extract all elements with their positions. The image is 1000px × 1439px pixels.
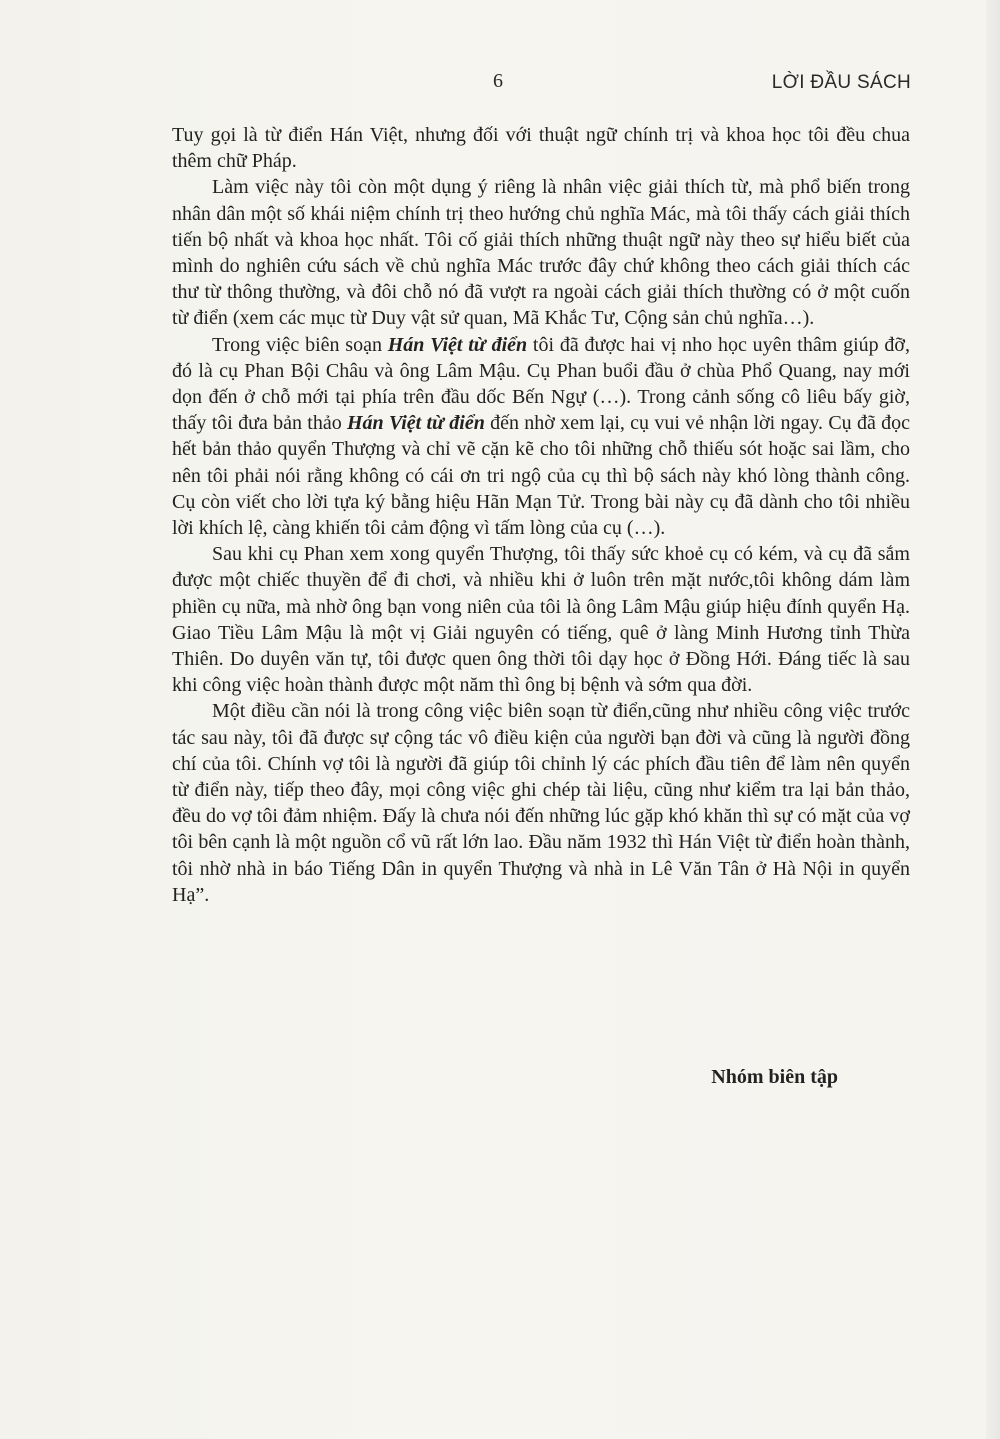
signature: Nhóm biên tập xyxy=(711,1066,838,1088)
paragraph-text: Trong việc biên soạn xyxy=(212,333,388,356)
paragraph: Một điều cần nói là trong công việc biên soạn từ điển,cũng như nhiều công việc trước tác sau này, tôi đã được sự cộng tác vô điều kiện của người bạn đời và cũng là người đồng chí của tôi. Chính vợ tôi là người đã giúp tôi chỉnh lý các phích đầu tiên để làm nên quyển từ điển này, tiếp theo đây, mọi công việc ghi chép tài liệu, cũng như kiểm tra lại bản thảo, đều do vợ tôi đảm nhiệm. Đấy là chưa nói đến những lúc gặp khó khăn thì sự có mặt của vợ tôi bên cạnh là một nguồn cổ vũ rất lớn lao. Đầu năm 1932 thì Hán Việt từ điển hoàn thành, tôi nhờ nhà in báo Tiếng Dân in quyển Thượng và nhà in Lê Văn Tân ở Hà Nội in quyển Hạ”. xyxy=(172,700,910,906)
book-title-emphasis: Hán Việt từ điển xyxy=(347,412,485,435)
paragraph xyxy=(172,332,910,542)
paragraph: Tuy gọi là từ điển Hán Việt, nhưng đối với thuật ngữ chính trị và khoa học tôi đều chua thêm chữ Pháp. xyxy=(172,124,910,173)
paragraph: Sau khi cụ Phan xem xong quyển Thượng, tôi thấy sức khoẻ cụ có kém, và cụ đã sắm được một chiếc thuyền để đi chơi, và nhiều khi ở luôn trên mặt nước,tôi không dám làm phiền cụ nữa, mà nhờ ông bạn vong niên của tôi là ông Lâm Mậu giúp hiệu đính quyển Hạ. Giao Tiều Lâm Mậu là một vị Giải nguyên có tiếng, quê ở làng Minh Hương tỉnh Thừa Thiên. Do duyên văn tự, tôi được quen ông thời tôi dạy học ở Đồng Hới. Đáng tiếc là sau khi công việc hoàn thành được một năm thì ông bị bệnh và sớm qua đời. xyxy=(172,543,910,697)
page-header xyxy=(0,70,1000,100)
paragraph-text: tôi đã được hai vị nho học uyên thâm giúp đỡ, đó là cụ Phan Bội Châu và ông Lâm Mậu. Cụ Phan buổi đầu ở chùa Phổ Quang, nay mới dọn đến ở chỗ mới tại phía trên đầu dốc Bến Ngự (…). Trong cảnh sống cô liêu bấy giờ, thấy tôi đưa bản thảo xyxy=(172,333,910,435)
body-text xyxy=(172,122,910,908)
page-number: 6 xyxy=(493,70,503,92)
running-title: LỜI ĐẦU SÁCH xyxy=(771,72,911,93)
paragraph: Làm việc này tôi còn một dụng ý riêng là nhân việc giải thích từ, mà phổ biến trong nhân dân một số khái niệm chính trị theo hướng chủ nghĩa Mác, mà tôi thấy cách giải thích tiến bộ nhất và khoa học nhất. Tôi cố giải thích những thuật ngữ này theo sự hiểu biết của mình do nghiên cứu sách về chủ nghĩa Mác trước đây chứ không theo cách giải thích các thư từ thông thường, và đôi chỗ nó đã vượt ra ngoài cách giải thích thường có ở một cuốn từ điển (xem các mục từ Duy vật sử quan, Mã Khắc Tư, Cộng sản chủ nghĩa…). xyxy=(172,176,910,330)
book-title-emphasis: Hán Việt từ điển xyxy=(387,333,528,356)
paragraph-text: đến nhờ xem lại, cụ vui vẻ nhận lời ngay. Cụ đã đọc hết bản thảo quyển Thượng và chỉ vẽ cặn kẽ cho tôi những chỗ thiếu sót hoặc sai lầm, cho nên tôi phải nói rằng không có cái ơn tri ngộ của cụ thì bộ sách này khó lòng thành công. Cụ còn viết cho lời tựa ký bằng hiệu Hãn Mạn Tử. Trong bài này cụ đã dành cho tôi nhiều lời khích lệ, càng khiến tôi cảm động vì tấm lòng của cụ (…). xyxy=(172,412,910,540)
page-edge xyxy=(986,0,1000,1439)
